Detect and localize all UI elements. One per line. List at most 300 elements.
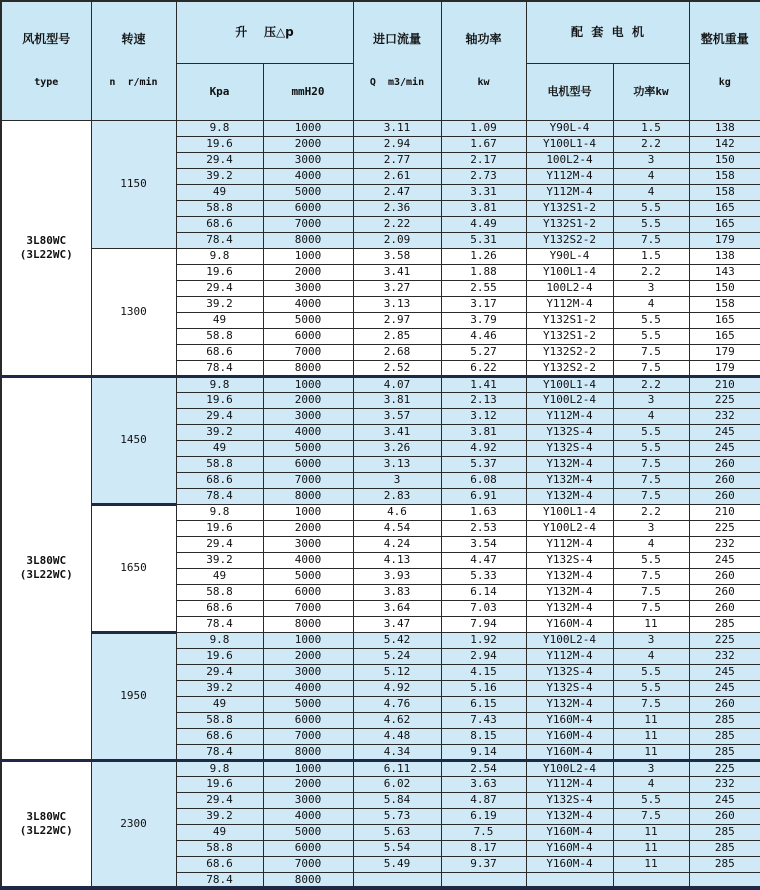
speed-cell: 1300 — [91, 248, 176, 376]
cell-motor-power: 4 — [613, 184, 689, 200]
cell-kpa: 39.2 — [176, 552, 263, 568]
cell-shaft-power: 6.91 — [441, 488, 526, 504]
cell-motor-power: 11 — [613, 744, 689, 760]
cell-mmh2o: 6000 — [263, 712, 353, 728]
cell-shaft-power: 4.46 — [441, 328, 526, 344]
cell-motor-power: 2.2 — [613, 136, 689, 152]
cell-motor-power: 11 — [613, 728, 689, 744]
cell-shaft-power: 7.03 — [441, 600, 526, 616]
cell-shaft-power: 9.37 — [441, 856, 526, 872]
cell-motor-power: 11 — [613, 616, 689, 632]
cell-flow: 2.09 — [353, 232, 441, 248]
cell-weight: 285 — [689, 840, 760, 856]
cell-weight: 232 — [689, 776, 760, 792]
table-row — [1, 120, 760, 136]
cell-kpa: 39.2 — [176, 296, 263, 312]
cell-flow: 3.81 — [353, 392, 441, 408]
header-speed-cn: 转速 — [121, 32, 146, 46]
cell-weight: 245 — [689, 440, 760, 456]
cell-weight: 260 — [689, 584, 760, 600]
header-shaft-power-unit: kw — [477, 77, 490, 88]
cell-mmh2o: 7000 — [263, 216, 353, 232]
header-weight-unit: kg — [718, 77, 731, 88]
cell-shaft-power: 2.17 — [441, 152, 526, 168]
cell-motor-power: 5.5 — [613, 328, 689, 344]
cell-mmh2o: 8000 — [263, 360, 353, 376]
cell-mmh2o: 4000 — [263, 296, 353, 312]
cell-shaft-power: 9.14 — [441, 744, 526, 760]
cell-motor-power: 7.5 — [613, 360, 689, 376]
cell-motor-model: Y112M-4 — [526, 648, 613, 664]
cell-weight: 150 — [689, 280, 760, 296]
model-alt-name: (3L22WC) — [19, 568, 73, 581]
cell-mmh2o: 1000 — [263, 248, 353, 264]
cell-motor-model: Y132S1-2 — [526, 328, 613, 344]
cell-mmh2o: 6000 — [263, 200, 353, 216]
cell-flow: 5.63 — [353, 824, 441, 840]
cell-kpa: 68.6 — [176, 728, 263, 744]
cell-mmh2o: 3000 — [263, 152, 353, 168]
cell-mmh2o: 1000 — [263, 120, 353, 136]
header-speed-unit: n r/min — [109, 77, 158, 88]
cell-mmh2o: 2000 — [263, 648, 353, 664]
header-model-en: type — [34, 77, 59, 88]
cell-motor-model: 100L2-4 — [526, 152, 613, 168]
cell-mmh2o: 4000 — [263, 552, 353, 568]
cell-shaft-power: 7.5 — [441, 824, 526, 840]
cell-kpa: 78.4 — [176, 232, 263, 248]
cell-mmh2o: 5000 — [263, 440, 353, 456]
cell-mmh2o: 8000 — [263, 744, 353, 760]
model-name: 3L80WC — [26, 554, 67, 568]
cell-kpa: 39.2 — [176, 808, 263, 824]
cell-shaft-power: 3.31 — [441, 184, 526, 200]
cell-kpa: 9.8 — [176, 504, 263, 520]
table-row — [1, 504, 760, 520]
cell-motor-model: Y112M-4 — [526, 536, 613, 552]
cell-motor-model: Y132M-4 — [526, 808, 613, 824]
cell-weight: 260 — [689, 488, 760, 504]
cell-shaft-power: 4.15 — [441, 664, 526, 680]
cell-motor-power: 3 — [613, 152, 689, 168]
cell-flow: 6.02 — [353, 776, 441, 792]
cell-weight: 245 — [689, 664, 760, 680]
cell-flow: 2.52 — [353, 360, 441, 376]
cell-weight: 210 — [689, 376, 760, 392]
speed-cell: 2300 — [91, 760, 176, 888]
cell-motor-model: Y90L-4 — [526, 248, 613, 264]
cell-shaft-power: 4.49 — [441, 216, 526, 232]
cell-motor-model: Y160M-4 — [526, 728, 613, 744]
cell-weight: 232 — [689, 536, 760, 552]
cell-kpa: 19.6 — [176, 392, 263, 408]
cell-motor-power: 7.5 — [613, 488, 689, 504]
cell-motor-power: 7.5 — [613, 568, 689, 584]
cell-shaft-power: 6.19 — [441, 808, 526, 824]
model-cell — [1, 760, 91, 888]
cell-mmh2o: 7000 — [263, 856, 353, 872]
cell-weight: 158 — [689, 296, 760, 312]
cell-flow: 4.07 — [353, 376, 441, 392]
cell-shaft-power: 8.15 — [441, 728, 526, 744]
cell-motor-model: Y100L1-4 — [526, 136, 613, 152]
model-name: 3L80WC — [26, 810, 67, 824]
cell-motor-model: Y112M-4 — [526, 168, 613, 184]
cell-motor-power: 2.2 — [613, 376, 689, 392]
cell-mmh2o: 4000 — [263, 808, 353, 824]
cell-motor-power: 3 — [613, 392, 689, 408]
cell-shaft-power: 3.81 — [441, 200, 526, 216]
cell-motor-model: Y100L2-4 — [526, 392, 613, 408]
cell-flow: 2.47 — [353, 184, 441, 200]
cell-motor-power: 4 — [613, 408, 689, 424]
cell-weight: 260 — [689, 696, 760, 712]
cell-shaft-power: 5.31 — [441, 232, 526, 248]
cell-weight: 165 — [689, 216, 760, 232]
cell-weight: 165 — [689, 312, 760, 328]
cell-motor-power: 5.5 — [613, 216, 689, 232]
cell-weight: 285 — [689, 712, 760, 728]
cell-weight: 138 — [689, 248, 760, 264]
cell-motor-power: 5.5 — [613, 680, 689, 696]
cell-flow: 4.13 — [353, 552, 441, 568]
cell-shaft-power: 3.63 — [441, 776, 526, 792]
cell-kpa: 78.4 — [176, 872, 263, 888]
cell-motor-power — [613, 872, 689, 888]
cell-motor-model: Y100L2-4 — [526, 520, 613, 536]
cell-weight: 245 — [689, 552, 760, 568]
cell-motor-model: Y132M-4 — [526, 584, 613, 600]
cell-weight: 260 — [689, 600, 760, 616]
cell-mmh2o: 1000 — [263, 760, 353, 776]
header-shaft-power-cn: 轴功率 — [465, 32, 502, 46]
cell-shaft-power: 1.41 — [441, 376, 526, 392]
cell-flow: 3.13 — [353, 296, 441, 312]
cell-flow: 4.24 — [353, 536, 441, 552]
cell-weight: 138 — [689, 120, 760, 136]
cell-flow: 4.48 — [353, 728, 441, 744]
cell-motor-power: 11 — [613, 824, 689, 840]
cell-flow: 5.73 — [353, 808, 441, 824]
cell-kpa: 39.2 — [176, 424, 263, 440]
cell-flow: 2.83 — [353, 488, 441, 504]
speed-cell: 1950 — [91, 632, 176, 760]
cell-motor-model: Y100L1-4 — [526, 504, 613, 520]
cell-shaft-power: 3.12 — [441, 408, 526, 424]
cell-weight: 260 — [689, 808, 760, 824]
header-model — [1, 1, 91, 120]
cell-flow: 5.84 — [353, 792, 441, 808]
cell-weight: 232 — [689, 648, 760, 664]
cell-shaft-power: 5.27 — [441, 344, 526, 360]
cell-weight: 232 — [689, 408, 760, 424]
cell-motor-model: Y112M-4 — [526, 408, 613, 424]
cell-shaft-power: 1.26 — [441, 248, 526, 264]
cell-weight: 143 — [689, 264, 760, 280]
cell-kpa: 29.4 — [176, 152, 263, 168]
cell-motor-power: 4 — [613, 648, 689, 664]
cell-weight: 260 — [689, 456, 760, 472]
cell-weight: 225 — [689, 520, 760, 536]
cell-weight: 210 — [689, 504, 760, 520]
cell-shaft-power: 3.79 — [441, 312, 526, 328]
cell-kpa: 19.6 — [176, 264, 263, 280]
cell-motor-power: 7.5 — [613, 232, 689, 248]
cell-weight: 245 — [689, 424, 760, 440]
cell-flow: 5.49 — [353, 856, 441, 872]
cell-motor-power: 7.5 — [613, 600, 689, 616]
cell-weight: 158 — [689, 168, 760, 184]
cell-motor-model: Y100L1-4 — [526, 376, 613, 392]
cell-shaft-power: 8.17 — [441, 840, 526, 856]
cell-mmh2o: 2000 — [263, 776, 353, 792]
cell-flow: 3.41 — [353, 424, 441, 440]
cell-weight: 285 — [689, 824, 760, 840]
cell-kpa: 39.2 — [176, 680, 263, 696]
cell-kpa: 68.6 — [176, 216, 263, 232]
cell-shaft-power: 2.54 — [441, 760, 526, 776]
cell-motor-power: 4 — [613, 776, 689, 792]
cell-mmh2o: 3000 — [263, 664, 353, 680]
cell-mmh2o: 3000 — [263, 792, 353, 808]
cell-mmh2o: 2000 — [263, 520, 353, 536]
cell-kpa: 19.6 — [176, 520, 263, 536]
cell-shaft-power: 6.14 — [441, 584, 526, 600]
cell-motor-model: Y132S2-2 — [526, 344, 613, 360]
cell-kpa: 29.4 — [176, 280, 263, 296]
cell-motor-model: Y132S-4 — [526, 792, 613, 808]
header-flow-unit: Q m3/min — [369, 77, 425, 88]
cell-kpa: 78.4 — [176, 488, 263, 504]
cell-shaft-power: 2.55 — [441, 280, 526, 296]
cell-motor-model: Y132S2-2 — [526, 360, 613, 376]
cell-motor-model: Y90L-4 — [526, 120, 613, 136]
cell-flow: 6.11 — [353, 760, 441, 776]
cell-flow: 4.34 — [353, 744, 441, 760]
cell-weight: 165 — [689, 200, 760, 216]
cell-flow: 3.27 — [353, 280, 441, 296]
cell-mmh2o: 6000 — [263, 328, 353, 344]
cell-motor-power: 11 — [613, 856, 689, 872]
cell-motor-model: Y132S2-2 — [526, 232, 613, 248]
cell-motor-model: Y132S-4 — [526, 552, 613, 568]
cell-mmh2o: 5000 — [263, 312, 353, 328]
cell-motor-power: 3 — [613, 520, 689, 536]
cell-shaft-power: 4.87 — [441, 792, 526, 808]
cell-motor-power: 2.2 — [613, 504, 689, 520]
cell-kpa: 58.8 — [176, 328, 263, 344]
cell-mmh2o: 5000 — [263, 568, 353, 584]
cell-kpa: 9.8 — [176, 376, 263, 392]
cell-flow: 3.47 — [353, 616, 441, 632]
cell-motor-power: 5.5 — [613, 664, 689, 680]
cell-kpa: 78.4 — [176, 616, 263, 632]
cell-motor-power: 7.5 — [613, 696, 689, 712]
cell-shaft-power: 1.63 — [441, 504, 526, 520]
cell-shaft-power: 2.53 — [441, 520, 526, 536]
header-weight-cn: 整机重量 — [700, 32, 749, 46]
cell-kpa: 49 — [176, 568, 263, 584]
cell-motor-model: Y160M-4 — [526, 824, 613, 840]
speed-cell: 1150 — [91, 120, 176, 248]
cell-flow: 3.83 — [353, 584, 441, 600]
cell-kpa: 58.8 — [176, 456, 263, 472]
model-cell — [1, 120, 91, 376]
cell-motor-model: Y112M-4 — [526, 776, 613, 792]
model-name: 3L80WC — [26, 233, 67, 247]
cell-weight: 165 — [689, 328, 760, 344]
cell-kpa: 68.6 — [176, 344, 263, 360]
cell-motor-power: 2.2 — [613, 264, 689, 280]
spec-table-body — [1, 120, 760, 888]
cell-motor-power: 5.5 — [613, 792, 689, 808]
cell-motor-model: Y112M-4 — [526, 296, 613, 312]
cell-shaft-power: 1.88 — [441, 264, 526, 280]
cell-motor-power: 4 — [613, 168, 689, 184]
table-row — [1, 760, 760, 776]
cell-mmh2o: 6000 — [263, 840, 353, 856]
model-cell — [1, 376, 91, 760]
cell-weight: 285 — [689, 616, 760, 632]
cell-motor-model: Y100L2-4 — [526, 760, 613, 776]
cell-mmh2o: 7000 — [263, 344, 353, 360]
cell-motor-power: 7.5 — [613, 344, 689, 360]
cell-motor-power: 1.5 — [613, 120, 689, 136]
cell-kpa: 58.8 — [176, 200, 263, 216]
cell-mmh2o: 2000 — [263, 264, 353, 280]
cell-flow: 3.26 — [353, 440, 441, 456]
cell-flow: 4.54 — [353, 520, 441, 536]
cell-kpa: 9.8 — [176, 120, 263, 136]
cell-mmh2o: 8000 — [263, 872, 353, 888]
cell-kpa: 49 — [176, 824, 263, 840]
cell-motor-model: Y132S1-2 — [526, 216, 613, 232]
cell-flow: 4.92 — [353, 680, 441, 696]
cell-flow: 3.57 — [353, 408, 441, 424]
header-flow — [353, 1, 441, 120]
cell-motor-model: Y160M-4 — [526, 712, 613, 728]
cell-weight: 150 — [689, 152, 760, 168]
cell-flow: 3.11 — [353, 120, 441, 136]
cell-flow: 3 — [353, 472, 441, 488]
cell-kpa: 19.6 — [176, 776, 263, 792]
cell-weight: 225 — [689, 392, 760, 408]
cell-kpa: 49 — [176, 696, 263, 712]
cell-motor-power: 1.5 — [613, 248, 689, 264]
cell-weight — [689, 872, 760, 888]
cell-motor-power: 5.5 — [613, 552, 689, 568]
cell-motor-model: Y132M-4 — [526, 456, 613, 472]
cell-mmh2o: 7000 — [263, 600, 353, 616]
cell-flow: 4.76 — [353, 696, 441, 712]
cell-motor-model: Y100L1-4 — [526, 264, 613, 280]
cell-flow: 2.85 — [353, 328, 441, 344]
cell-flow: 2.36 — [353, 200, 441, 216]
cell-shaft-power: 2.94 — [441, 648, 526, 664]
cell-shaft-power: 5.16 — [441, 680, 526, 696]
cell-weight: 285 — [689, 744, 760, 760]
cell-shaft-power: 3.81 — [441, 424, 526, 440]
cell-kpa: 39.2 — [176, 168, 263, 184]
table-row — [1, 632, 760, 648]
cell-flow: 5.24 — [353, 648, 441, 664]
cell-shaft-power: 3.17 — [441, 296, 526, 312]
cell-motor-power: 7.5 — [613, 472, 689, 488]
cell-flow: 3.13 — [353, 456, 441, 472]
cell-kpa: 68.6 — [176, 472, 263, 488]
cell-kpa: 49 — [176, 184, 263, 200]
cell-mmh2o: 1000 — [263, 632, 353, 648]
cell-weight: 260 — [689, 568, 760, 584]
cell-weight: 179 — [689, 232, 760, 248]
cell-motor-power: 3 — [613, 280, 689, 296]
cell-flow: 5.54 — [353, 840, 441, 856]
header-pressure: 升 压△p — [176, 1, 353, 63]
cell-flow: 3.64 — [353, 600, 441, 616]
cell-flow: 2.61 — [353, 168, 441, 184]
header-weight — [689, 1, 760, 120]
cell-weight: 179 — [689, 344, 760, 360]
cell-kpa: 29.4 — [176, 408, 263, 424]
cell-motor-model: Y100L2-4 — [526, 632, 613, 648]
cell-mmh2o: 4000 — [263, 680, 353, 696]
header-kpa: Kpa — [176, 63, 263, 120]
cell-flow: 5.12 — [353, 664, 441, 680]
header-motor: 配 套 电 机 — [526, 1, 689, 63]
cell-motor-power: 4 — [613, 296, 689, 312]
cell-mmh2o: 1000 — [263, 504, 353, 520]
cell-kpa: 49 — [176, 440, 263, 456]
cell-shaft-power: 5.37 — [441, 456, 526, 472]
cell-motor-power: 7.5 — [613, 584, 689, 600]
cell-motor-model: Y132S1-2 — [526, 200, 613, 216]
speed-cell: 1450 — [91, 376, 176, 504]
cell-flow: 2.68 — [353, 344, 441, 360]
cell-motor-model: Y132S1-2 — [526, 312, 613, 328]
cell-kpa: 19.6 — [176, 136, 263, 152]
cell-motor-power: 5.5 — [613, 312, 689, 328]
cell-mmh2o: 8000 — [263, 232, 353, 248]
header-flow-cn: 进口流量 — [372, 32, 421, 46]
cell-mmh2o: 3000 — [263, 408, 353, 424]
cell-shaft-power: 4.92 — [441, 440, 526, 456]
cell-kpa: 68.6 — [176, 600, 263, 616]
header-speed — [91, 1, 176, 120]
cell-motor-power: 11 — [613, 840, 689, 856]
cell-shaft-power: 6.22 — [441, 360, 526, 376]
header-motor-model: 电机型号 — [526, 63, 613, 120]
cell-motor-model: Y132M-4 — [526, 696, 613, 712]
cell-weight: 142 — [689, 136, 760, 152]
cell-weight: 225 — [689, 760, 760, 776]
cell-mmh2o: 8000 — [263, 488, 353, 504]
cell-shaft-power: 7.94 — [441, 616, 526, 632]
cell-motor-model: Y132M-4 — [526, 488, 613, 504]
cell-motor-model: Y132S-4 — [526, 440, 613, 456]
cell-shaft-power: 6.08 — [441, 472, 526, 488]
cell-kpa: 9.8 — [176, 248, 263, 264]
cell-shaft-power: 1.09 — [441, 120, 526, 136]
cell-flow: 3.41 — [353, 264, 441, 280]
cell-motor-power: 4 — [613, 536, 689, 552]
cell-weight: 225 — [689, 632, 760, 648]
cell-shaft-power: 1.92 — [441, 632, 526, 648]
cell-mmh2o: 1000 — [263, 376, 353, 392]
cell-shaft-power: 7.43 — [441, 712, 526, 728]
cell-kpa: 68.6 — [176, 856, 263, 872]
cell-mmh2o: 7000 — [263, 472, 353, 488]
cell-motor-model: Y132M-4 — [526, 472, 613, 488]
